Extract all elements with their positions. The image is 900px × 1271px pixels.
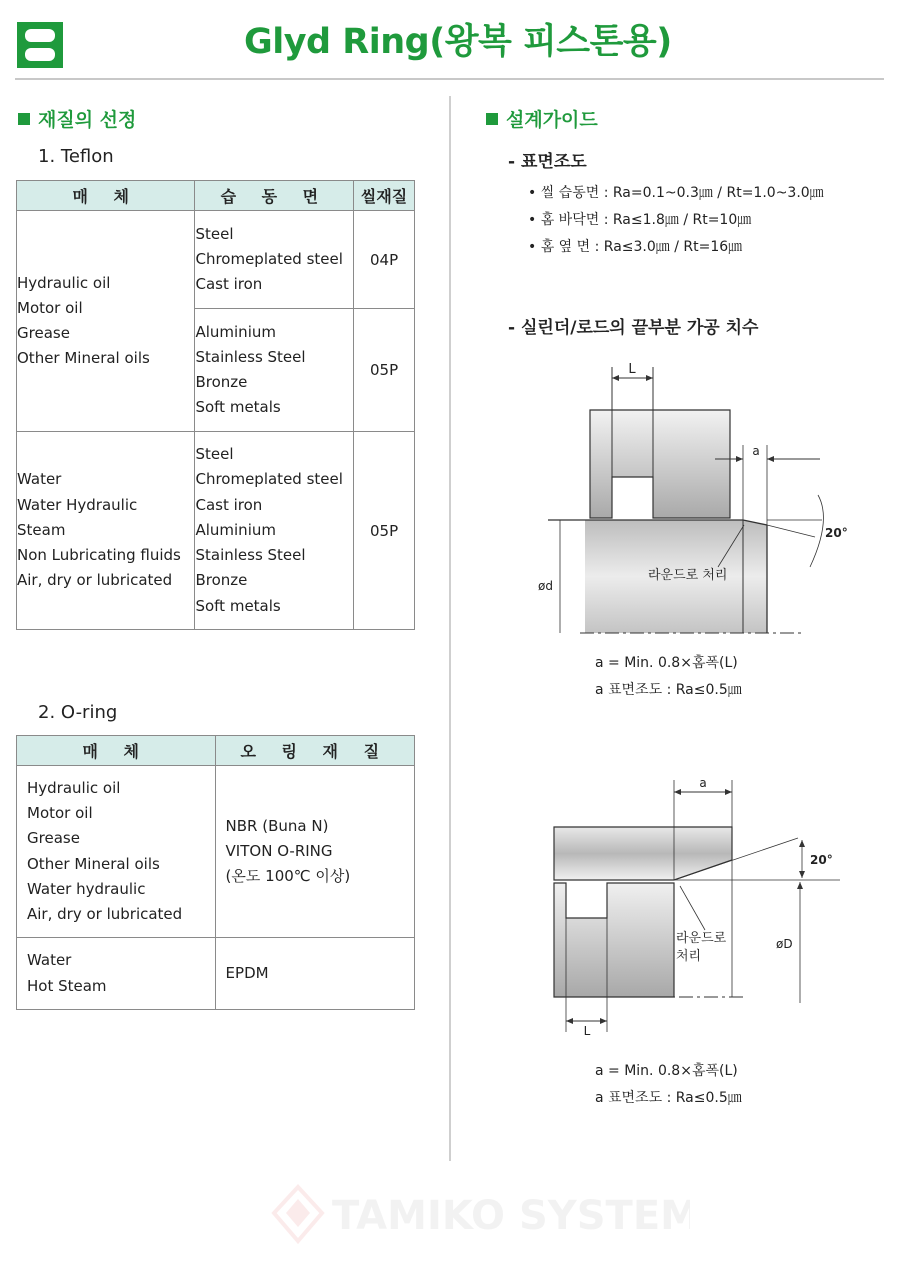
label-a: a: [752, 444, 760, 458]
oring-table: [16, 735, 415, 1010]
roughness-item: • 씰 습동면 : Ra=0.1~0.3㎛ / Rt=1.0~3.0㎛: [528, 185, 824, 201]
media-cell: Water Hot Steam: [17, 938, 216, 1010]
column-header: 매 체: [17, 736, 216, 766]
header-divider: [15, 78, 884, 80]
column-header: 씰재질: [354, 181, 415, 211]
fig1-note: a 표면조도 : Ra≤0.5㎛: [595, 682, 742, 698]
label-angle: 20°: [825, 526, 848, 540]
round-note: 라운드로: [676, 931, 727, 946]
design-guide-heading: 설계가이드: [486, 105, 598, 132]
round-note: 라운드로 처리: [648, 568, 728, 583]
roughness-item: • 홈 바닥면 : Ra≤1.8㎛ / Rt=10㎛: [528, 212, 752, 228]
oring-heading: 2. O-ring: [38, 702, 118, 723]
seal-material-cell: 05P: [354, 309, 415, 432]
roughness-item: • 홈 옆 면 : Ra≤3.0㎛ / Rt=16㎛: [528, 239, 743, 255]
cylinder-chamfer-diagram: [520, 355, 860, 645]
fig2-note: a 표면조도 : Ra≤0.5㎛: [595, 1090, 742, 1106]
surface-cell: Steel Chromeplated steel Cast iron: [195, 211, 354, 309]
label-diameter: ød: [538, 579, 553, 593]
media-cell: Hydraulic oil Motor oil Grease Other Mineral oils: [17, 211, 195, 432]
fig2-note: a = Min. 0.8×홈폭(L): [595, 1063, 738, 1079]
watermark-text: TAMIKO SYSTEM: [332, 1193, 690, 1239]
watermark: [270, 1183, 690, 1247]
oring-material-cell: NBR (Buna N) VITON O-RING (온도 100℃ 이상): [215, 766, 414, 938]
round-note: 처리: [676, 949, 702, 964]
seal-material-cell: 05P: [354, 432, 415, 630]
seal-material-cell: 04P: [354, 211, 415, 309]
surface-cell: Aluminium Stainless Steel Bronze Soft metals: [195, 309, 354, 432]
column-divider: [449, 96, 451, 1161]
company-logo: [17, 22, 63, 68]
oring-material-cell: EPDM: [215, 938, 414, 1010]
material-selection-heading: 재질의 선정: [18, 105, 136, 132]
label-L: L: [583, 1024, 591, 1038]
column-header: 오 링 재 질: [215, 736, 414, 766]
surface-cell: Steel Chromeplated steel Cast iron Aluminium Stainless Steel Bronze Soft metals: [195, 432, 354, 630]
teflon-heading: 1. Teflon: [38, 146, 114, 167]
fig1-note: a = Min. 0.8×홈폭(L): [595, 655, 738, 671]
label-a: a: [699, 776, 707, 790]
surface-roughness-heading: - 표면조도: [508, 152, 587, 172]
label-L: L: [628, 362, 636, 377]
media-cell: Hydraulic oil Motor oil Grease Other Mineral oils Water hydraulic Air, dry or lubricated: [17, 766, 216, 938]
page-title: Glyd Ring(왕복 피스톤용): [244, 22, 672, 62]
media-cell: Water Water Hydraulic Steam Non Lubricating fluids Air, dry or lubricated: [17, 432, 195, 630]
rod-chamfer-diagram: [540, 770, 870, 1040]
label-diameter: øD: [776, 937, 793, 951]
column-header: 습 동 면: [195, 181, 354, 211]
chamfer-heading: - 실린더/로드의 끝부분 가공 치수: [508, 318, 759, 338]
teflon-table: [16, 180, 415, 630]
column-header: 매 체: [17, 181, 195, 211]
label-angle: 20°: [810, 853, 833, 867]
